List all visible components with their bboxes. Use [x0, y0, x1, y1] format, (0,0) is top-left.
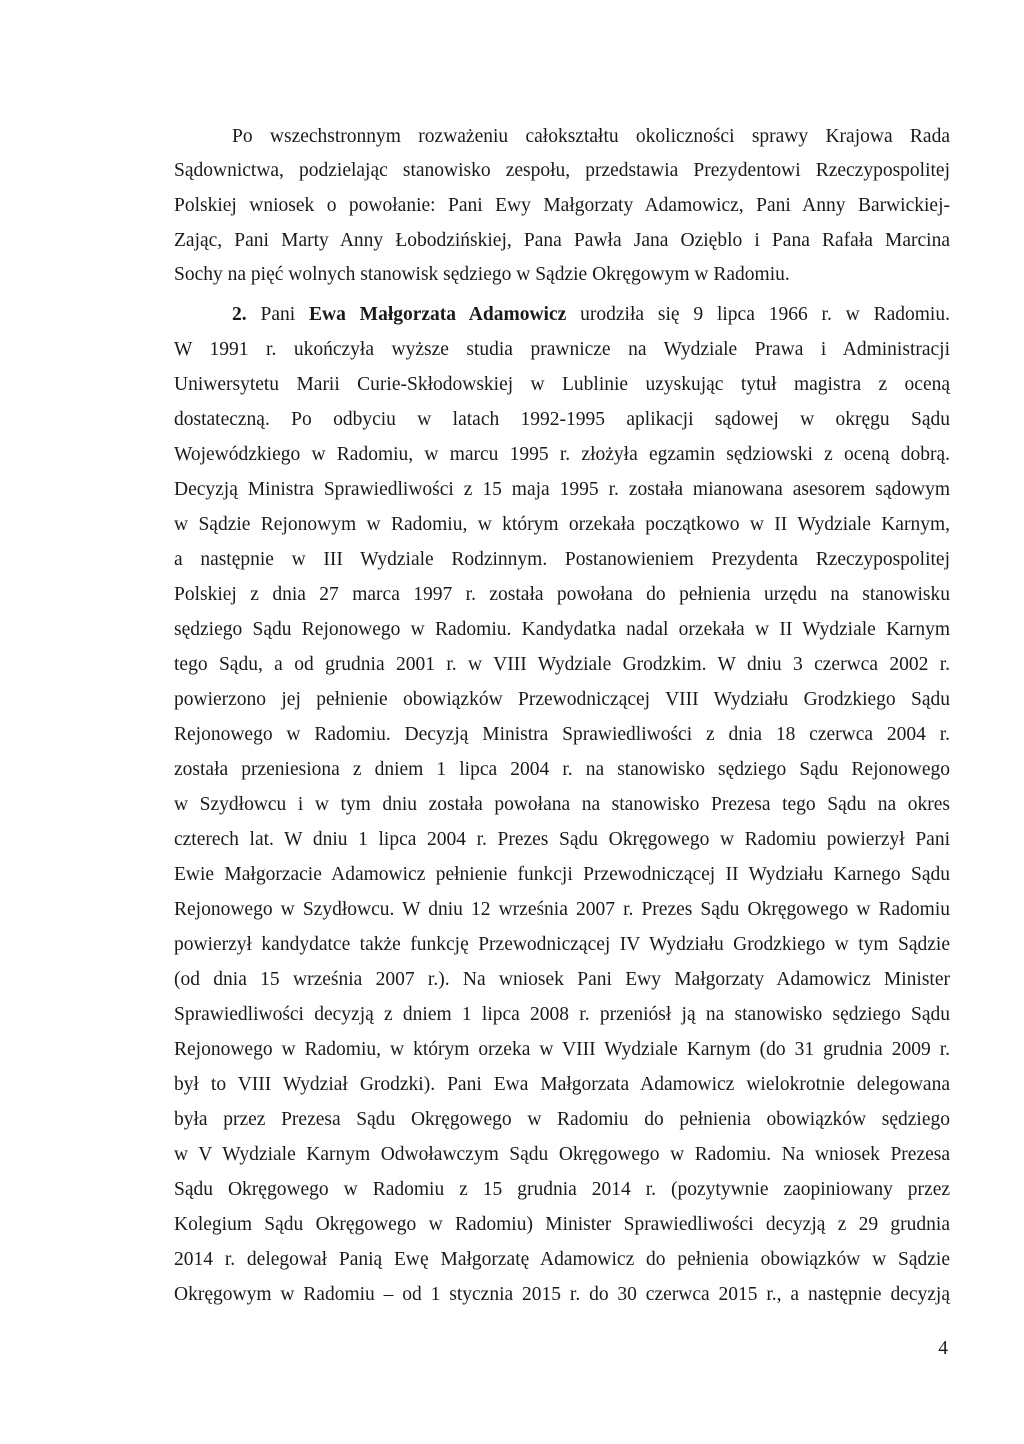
- paragraph-number: 2.: [232, 304, 247, 325]
- paragraph-2-line: 2014 r. delegował Panią Ewę Małgorzatę Adamowicz do pełnienia obowiązków w Sądzie: [174, 1249, 950, 1270]
- paragraph-2-line: Polskiej z dnia 27 marca 1997 r. została powołana do pełnienia urzędu na stanowisku: [174, 584, 950, 605]
- paragraph-2-line: Sprawiedliwości decyzją z dniem 1 lipca 2008 r. przeniósł ją na stanowisko sędziego Sądu: [174, 1004, 950, 1025]
- candidate-name: Ewa Małgorzata Adamowicz: [308, 304, 567, 325]
- paragraph-2-line: Sądu Okręgowego w Radomiu z 15 grudnia 2014 r. (pozytywnie zaopiniowany przez: [174, 1179, 950, 1200]
- paragraph-2-line: w V Wydziale Karnym Odwoławczym Sądu Okręgowego w Radomiu. Na wniosek Prezesa: [174, 1144, 950, 1165]
- paragraph-1-line: Po wszechstronnym rozważeniu całokształtu okoliczności sprawy Krajowa Rada: [232, 126, 950, 147]
- paragraph-1-line: Sochy na pięć wolnych stanowisk sędziego w Sądzie Okręgowym w Radomiu.: [174, 264, 790, 285]
- paragraph-2-line: została przeniesiona z dniem 1 lipca 2004 r. na stanowisko sędziego Sądu Rejonowego: [174, 759, 950, 780]
- paragraph-2-line: Kolegium Sądu Okręgowego w Radomiu) Minister Sprawiedliwości decyzją z 29 grudnia: [174, 1214, 950, 1235]
- paragraph-2-line: Decyzją Ministra Sprawiedliwości z 15 maja 1995 r. została mianowana asesorem sądowym: [174, 479, 950, 500]
- paragraph-2-line: W 1991 r. ukończyła wyższe studia prawnicze na Wydziale Prawa i Administracji: [174, 339, 950, 360]
- paragraph-2-line: był to VIII Wydział Grodzki). Pani Ewa Małgorzata Adamowicz wielokrotnie delegowana: [174, 1074, 950, 1095]
- paragraph-2-line: powierzył kandydatce także funkcję Przewodniczącej IV Wydziału Grodzkiego w tym Sądzie: [174, 934, 950, 955]
- page-number: 4: [938, 1338, 948, 1359]
- paragraph-1-line: Polskiej wniosek o powołanie: Pani Ewy Małgorzaty Adamowicz, Pani Anny Barwickiej-: [174, 195, 950, 216]
- paragraph-2-line: dostateczną. Po odbyciu w latach 1992-1995 aplikacji sądowej w okręgu Sądu: [174, 409, 950, 430]
- paragraph-2-line: sędziego Sądu Rejonowego w Radomiu. Kandydatka nadal orzekała w II Wydziale Karnym: [174, 619, 950, 640]
- paragraph-2-line: powierzono jej pełnienie obowiązków Przewodniczącej VIII Wydziału Grodzkiego Sądu: [174, 689, 950, 710]
- paragraph-2-line: w Szydłowcu i w tym dniu została powołana na stanowisko Prezesa tego Sądu na okres: [174, 794, 950, 815]
- paragraph-2-line: Wojewódzkiego w Radomiu, w marcu 1995 r. złożyła egzamin sędziowski z oceną dobrą.: [174, 444, 950, 465]
- paragraph-2-line: (od dnia 15 września 2007 r.). Na wniosek Pani Ewy Małgorzaty Adamowicz Minister: [174, 969, 950, 990]
- paragraph-2-line: czterech lat. W dniu 1 lipca 2004 r. Prezes Sądu Okręgowego w Radomiu powierzył Pani: [174, 829, 950, 850]
- paragraph-2-line: Ewie Małgorzacie Adamowicz pełnienie funkcji Przewodniczącej II Wydziału Karnego Sądu: [174, 864, 950, 885]
- paragraph-2-line: tego Sądu, a od grudnia 2001 r. w VIII Wydziale Grodzkim. W dniu 3 czerwca 2002 r.: [174, 654, 950, 675]
- paragraph-2-line: Okręgowym w Radomiu – od 1 stycznia 2015 r. do 30 czerwca 2015 r., a następnie decyzją: [174, 1284, 950, 1305]
- paragraph-2-line: Rejonowego w Szydłowcu. W dniu 12 września 2007 r. Prezes Sądu Okręgowego w Radomiu: [174, 899, 950, 920]
- honorific: Pani: [260, 304, 296, 325]
- paragraph-2-first-line: [232, 302, 950, 328]
- paragraph-1-line: Zając, Pani Marty Anny Łobodzińskiej, Pana Pawła Jana Ozięblo i Pana Rafała Marcina: [174, 230, 950, 251]
- birth-info: urodziła się 9 lipca 1966 r. w Radomiu.: [580, 304, 950, 325]
- paragraph-2-line: w Sądzie Rejonowym w Radomiu, w którym orzekała początkowo w II Wydziale Karnym,: [174, 514, 950, 535]
- paragraph-1-line: Sądownictwa, podzielając stanowisko zespołu, przedstawia Prezydentowi Rzeczypospolitej: [174, 160, 950, 181]
- paragraph-2-line: a następnie w III Wydziale Rodzinnym. Postanowieniem Prezydenta Rzeczypospolitej: [174, 549, 950, 570]
- paragraph-2-line: Uniwersytetu Marii Curie-Skłodowskiej w Lublinie uzyskując tytuł magistra z oceną: [174, 374, 950, 395]
- paragraph-2-line: Rejonowego w Radomiu. Decyzją Ministra Sprawiedliwości z dnia 18 czerwca 2004 r.: [174, 724, 950, 745]
- paragraph-2-line: była przez Prezesa Sądu Okręgowego w Radomiu do pełnienia obowiązków sędziego: [174, 1109, 950, 1130]
- paragraph-2-line: Rejonowego w Radomiu, w którym orzeka w VIII Wydziale Karnym (do 31 grudnia 2009 r.: [174, 1039, 950, 1060]
